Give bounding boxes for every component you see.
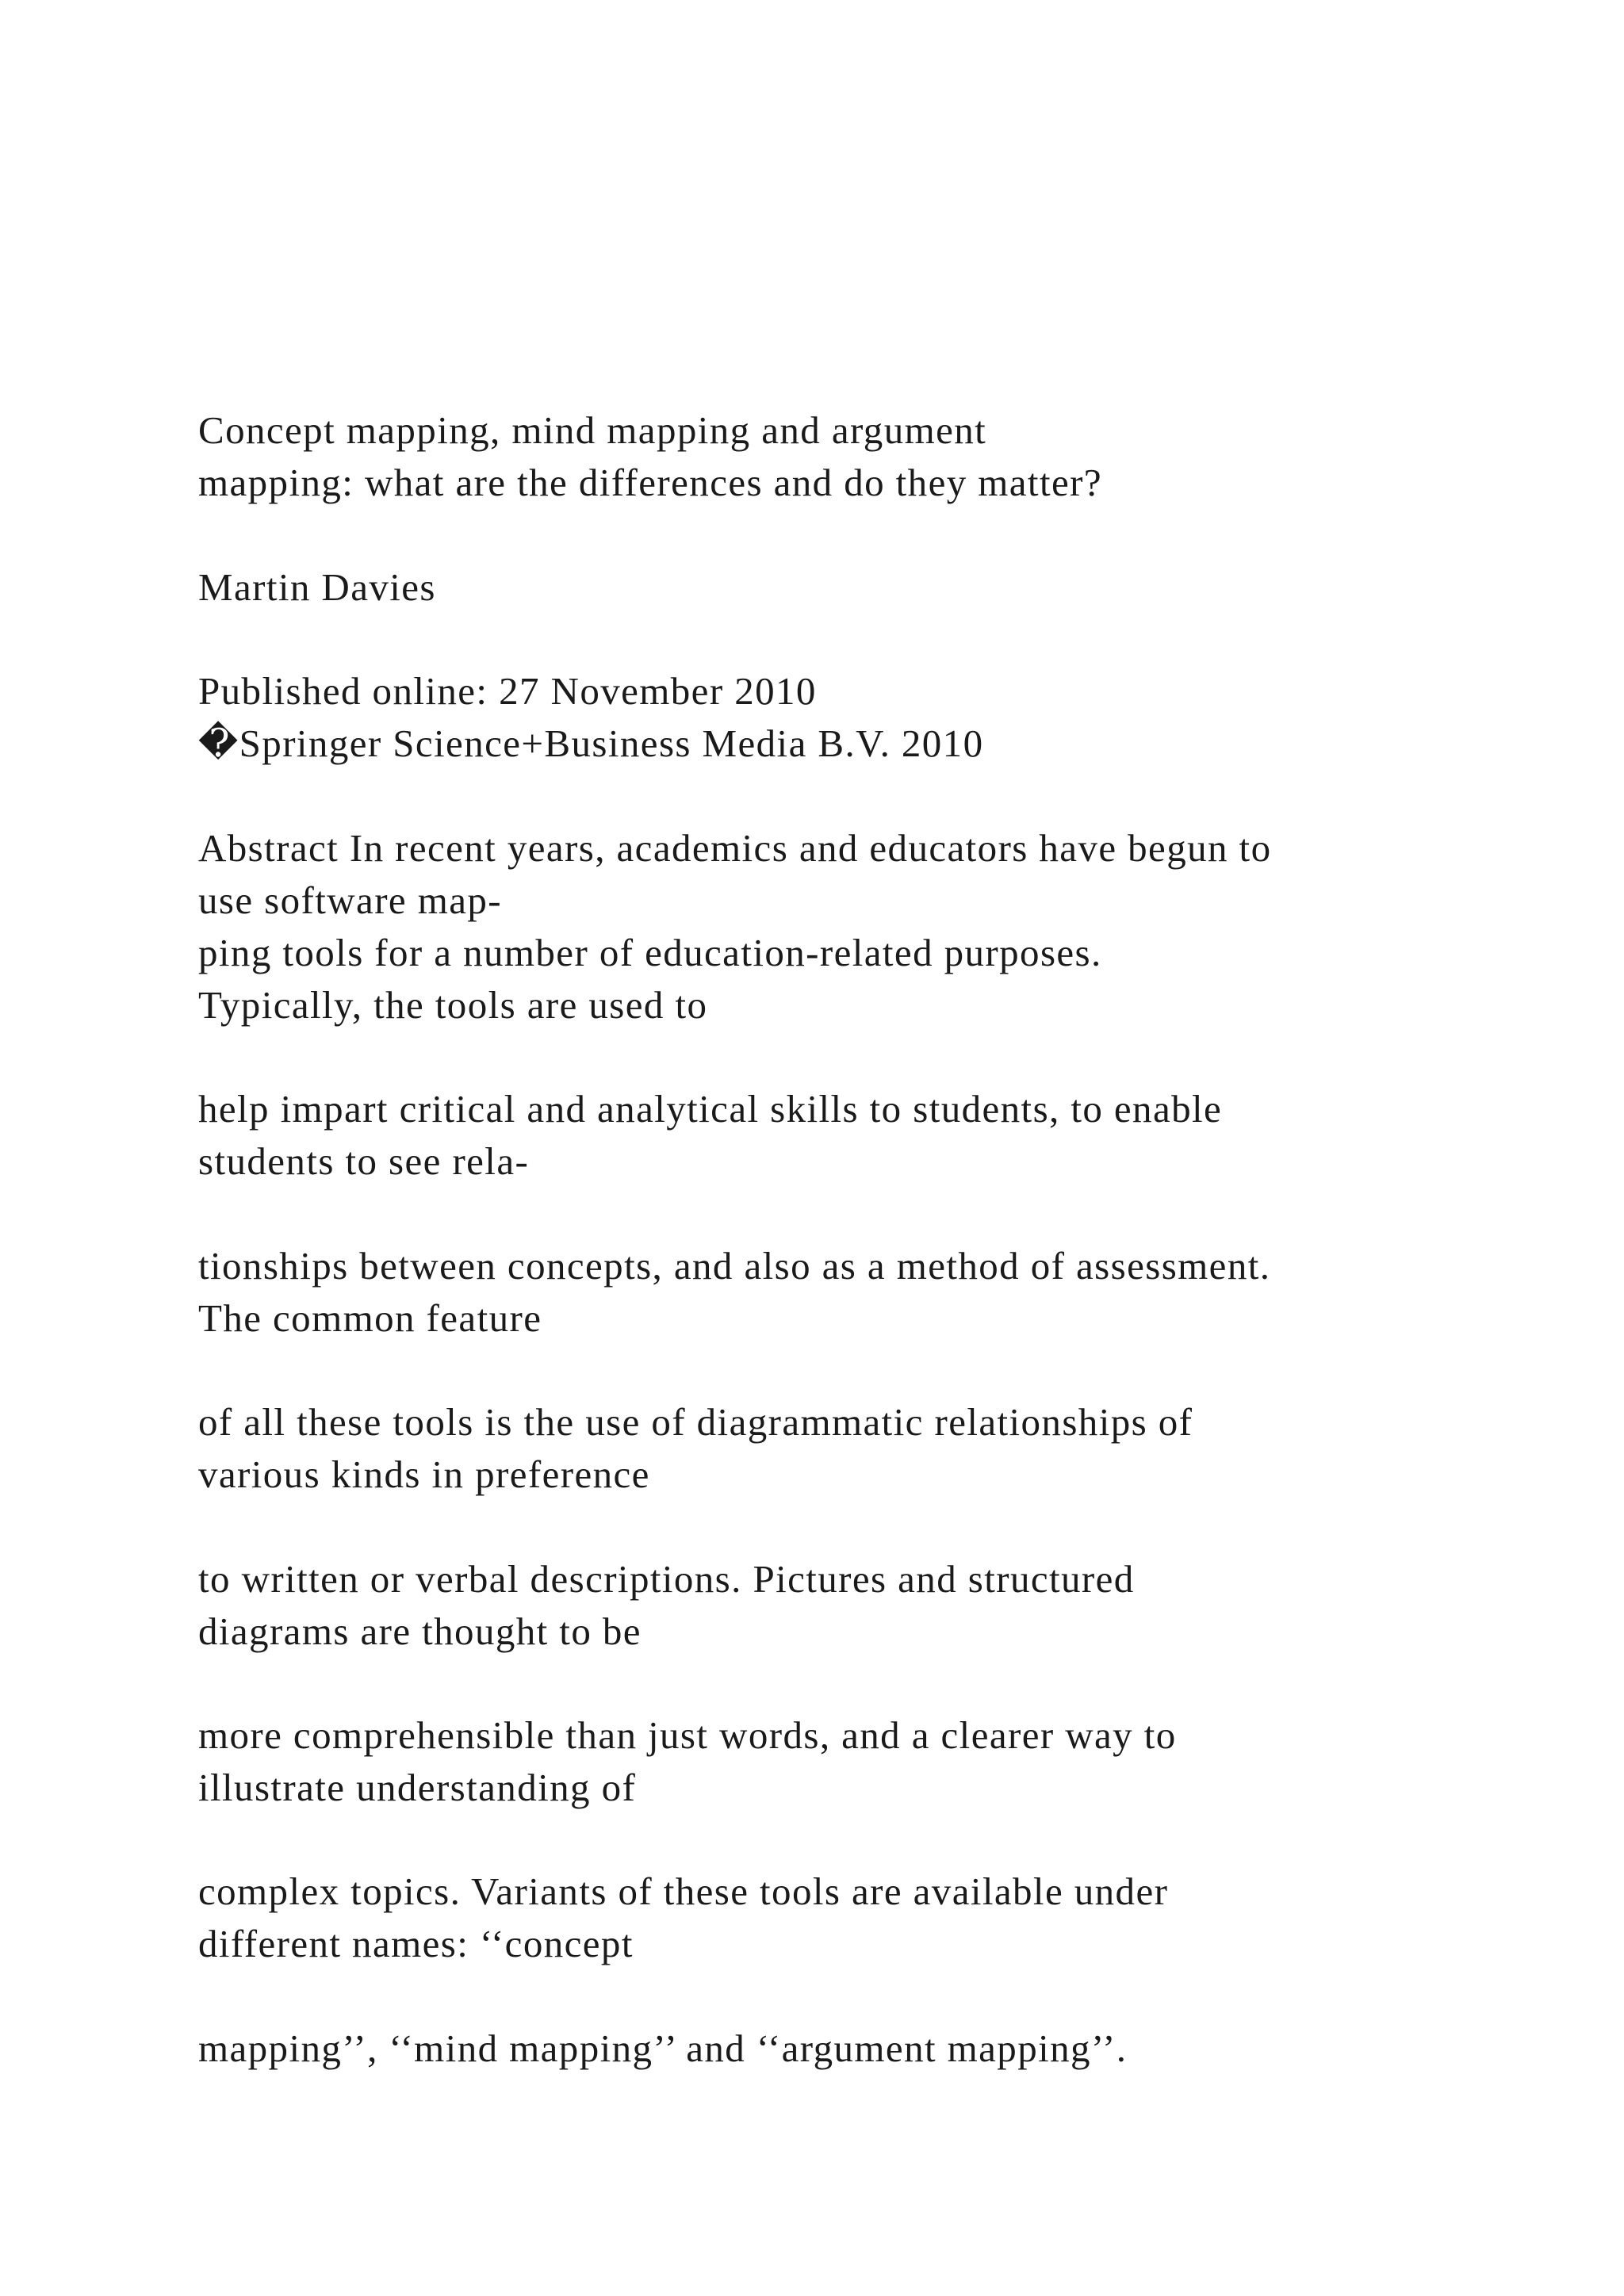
abstract-line: use software map-: [198, 878, 502, 922]
abstract-line: Typically, the tools are used to: [198, 983, 708, 1027]
abstract-line: of all these tools is the use of diagrammatic relationships of: [198, 1400, 1193, 1444]
abstract-line: diagrams are thought to be: [198, 1609, 642, 1653]
abstract-line: help impart critical and analytical skills to students, to enable: [198, 1087, 1223, 1131]
copyright-notice: �Springer Science+Business Media B.V. 2010: [198, 721, 984, 765]
author-name: Martin Davies: [198, 565, 436, 609]
abstract-line: The common feature: [198, 1296, 542, 1340]
abstract-line: ping tools for a number of education-related purposes.: [198, 931, 1102, 974]
abstract-line: more comprehensible than just words, and a clearer way to: [198, 1713, 1177, 1757]
abstract-line: various kinds in preference: [198, 1452, 650, 1496]
abstract-line: illustrate understanding of: [198, 1766, 637, 1809]
title-line-2: mapping: what are the differences and do they matter?: [198, 461, 1102, 504]
abstract-line: students to see rela-: [198, 1139, 530, 1183]
abstract-line: tionships between concepts, and also as a method of assessment.: [198, 1244, 1271, 1288]
abstract-line: mapping’’, ‘‘mind mapping’’ and ‘‘argument mapping’’.: [198, 2026, 1128, 2070]
abstract-line: Abstract In recent years, academics and educators have begun to: [198, 826, 1272, 870]
abstract-line: different names: ‘‘concept: [198, 1922, 634, 1965]
publication-date: Published online: 27 November 2010: [198, 669, 817, 713]
abstract-line: complex topics. Variants of these tools are available under: [198, 1869, 1169, 1913]
title-line-1: Concept mapping, mind mapping and argument: [198, 408, 987, 452]
abstract-line: to written or verbal descriptions. Pictures and structured: [198, 1557, 1135, 1601]
